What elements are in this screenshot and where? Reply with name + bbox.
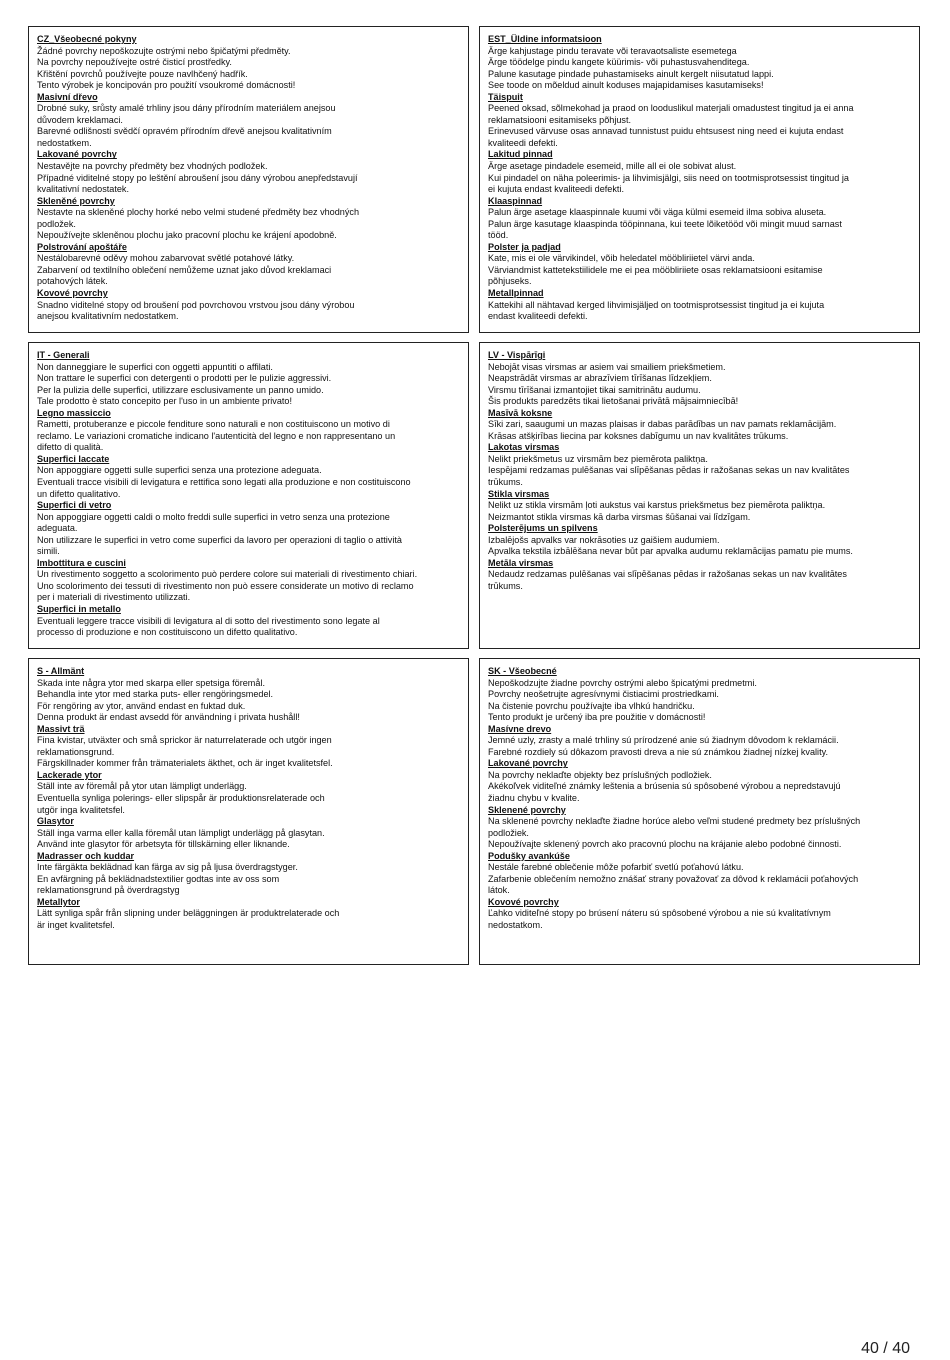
text-line: reklamationsgrund.	[37, 746, 115, 757]
text-line: Uno scolorimento dei tessuti di rivestimento non può essere considerate un motivo di reclamo	[37, 580, 414, 591]
section-heading: Massivt trä	[37, 723, 85, 734]
text-line: Ställ inga varma eller kalla föremål utan lämpligt underlägg på glasytan.	[37, 827, 325, 838]
section-heading: Superfici in metallo	[37, 604, 121, 615]
text-line: reklamatsiooni esitamiseks põhjust.	[488, 114, 632, 125]
section-heading: Metāla virsmas	[488, 557, 554, 568]
text-line: Nestále farebné oblečenie môže pofarbiť svetlú poťahovú látku.	[488, 862, 744, 873]
text-line: Šis produkts paredzēts tikai lietošanai privātā mājsaimniecībā!	[488, 396, 739, 407]
text-line: tööd.	[488, 230, 509, 241]
text-line: Eventuali tracce visibili di levigatura e rettifica sono legati alla produzione e non costituiscono	[37, 477, 411, 488]
section-heading: Superfici laccate	[37, 453, 110, 464]
text-line: Nedaudz redzamas pulēšanas vai slīpēšanas pēdas ir ražošanas sekas un nav kvalitātes	[488, 569, 847, 580]
text-line: Non appoggiare oggetti caldi o molto freddi sulle superfici in vetro senza una protezione	[37, 511, 390, 522]
section-heading: Superfici di vetro	[37, 500, 112, 511]
text-line: trūkums.	[488, 580, 523, 591]
text-line: See toode on mõeldud ainult koduses majapidamises kasutamiseks!	[488, 80, 764, 91]
text-line: Eventuella synliga polerings- eller slipspår är produktionsrelaterade och	[37, 793, 325, 804]
section-title: SK - Všeobecné	[488, 666, 557, 676]
text-line: Kattekihi all nähtavad kerged lihvimisjäljed on tootmisprotsessist tingitud ja ei kujuta	[488, 299, 825, 310]
text-line: Akékoľvek viditeľné známky leštenia a brúsenia sú spôsobené výrobou a nepredstavujú	[488, 781, 841, 792]
text-line: reklamationsgrund på överdragstyg	[37, 885, 180, 896]
text-line: Lätt synliga spår från slipning under beläggningen är produktrelaterade och	[37, 908, 340, 919]
section-sk-general	[479, 658, 920, 965]
section-heading: Skleněné povrchy	[37, 195, 115, 206]
section-heading: Masivní dřevo	[37, 91, 98, 102]
section-heading: Metallpinnad	[488, 288, 544, 299]
section-heading: Lakované povrchy	[488, 758, 568, 769]
text-line: Tento výrobek je koncipován pro použití vsoukromé domácnosti!	[37, 80, 296, 91]
text-line: anejsou kvalitativním nedostatkem.	[37, 311, 179, 322]
text-line: nedostatkem.	[37, 137, 92, 148]
text-line: Non utilizzare le superfici in vetro come superfici da lavoro per operazioni di taglio o attività	[37, 534, 402, 545]
text-line: látok.	[488, 885, 510, 896]
text-line: Ärge kahjustage pindu teravate või teravaotsaliste esemetega	[488, 45, 737, 56]
section-heading: Lackerade ytor	[37, 769, 102, 780]
text-line: Jemné uzly, zrasty a malé trhliny sú prírodzené anie sú žiadnym dôvodom k reklamácii.	[488, 735, 839, 746]
text-line: Värviandmist kattetekstiilidele me ei pea mööbliriiete osas reklamatsiooni esitamise	[488, 264, 823, 275]
text-line: Inte färgäkta beklädnad kan färga av sig på ljusa överdragstyger.	[37, 862, 298, 873]
section-heading: Polstrování apoštáře	[37, 241, 127, 252]
text-line: důvodem kreklamaci.	[37, 114, 123, 125]
text-line: adeguata.	[37, 523, 78, 534]
text-line: Žádné povrchy nepoškozujte ostrými nebo špičatými předměty.	[37, 45, 291, 56]
text-line: Krāsas atšķirības liecina par koksnes dabīgumu un nav kvalitātes trūkums.	[488, 430, 789, 441]
text-line: Eventuali leggere tracce visibili di levigatura al di sotto del rivestimento sono legate al	[37, 615, 380, 626]
text-line: Använd inte glasytor för arbetsyta för tillskärning eller liknande.	[37, 839, 290, 850]
text-line: Nestálobarevné oděvy mohou zabarvovat světlé potahové látky.	[37, 253, 295, 264]
text-line: Ärge töödelge pindu kangete küürimis- või puhastusvahenditega.	[488, 57, 750, 68]
text-line: Sīki zari, saaugumi un mazas plaisas ir dabas parādības un nav pamats reklamācijām.	[488, 419, 837, 430]
section-title: IT - Generali	[37, 350, 90, 360]
text-line: Na čistenie povrchu používajte iba vlhkú handričku.	[488, 700, 695, 711]
section-heading: Polsterējums un spilvens	[488, 523, 598, 534]
section-lv-general	[479, 342, 920, 649]
section-title: S - Allmänt	[37, 666, 85, 676]
section-heading: Lakované povrchy	[37, 149, 117, 160]
section-heading: Legno massiccio	[37, 407, 111, 418]
section-est-general-information	[479, 26, 920, 333]
text-line: põhjuseks.	[488, 276, 532, 287]
text-line: Na sklenené povrchy neklaďte žiadne horúce alebo veľmi studené predmety bez príslušných	[488, 816, 861, 827]
section-it-general	[28, 342, 469, 649]
text-line: Barevné odlišnosti svědčí opravém přírodním dřevě anejsou kvalitativním	[37, 126, 332, 137]
text-line: Peened oksad, sõlmekohad ja praod on looduslikul materjali omadustest tingitud ja ei anna	[488, 103, 854, 114]
text-line: Nepoškodzujte žiadne povrchy ostrými alebo špicatými predmetmi.	[488, 677, 757, 688]
text-line: Nestavte na skleněné plochy horké nebo velmi studené předměty bez vhodných	[37, 207, 360, 218]
text-line: Per la pulizia delle superfici, utilizzare esclusivamente un panno umido.	[37, 384, 324, 395]
text-line: Un rivestimento soggetto a scolorimento può perdere colore sui materiali di rivestimento chiari.	[37, 569, 418, 580]
text-line: utgör inga kvalitetsfel.	[37, 804, 125, 815]
text-line: Ľahko viditeľné stopy po brúsení náteru sú spôsobené výrobou a nie sú kvalitatívnym	[488, 908, 831, 919]
text-line: Apvalka tekstila izbālēšana nevar būt par apvalka audumu reklamācijas pamatu pie mums.	[488, 546, 853, 557]
text-line: ei kujuta endast kvaliteedi defekti.	[488, 184, 624, 195]
text-line: Non trattare le superfici con detergenti o prodotti per le pulizie aggressivi.	[37, 373, 332, 384]
text-line: reclamo. Le variazioni cromatiche indicano l'autenticità del legno e non rappresentano un	[37, 430, 396, 441]
text-line: Ärge asetage pindadele esemeid, mille all ei ole sobivat alust.	[488, 161, 737, 172]
text-line: Palune kasutage pindade puhastamiseks ainult kergelt niisutatud lappi.	[488, 68, 774, 79]
text-line: Färgskillnader kommer från trämaterialets äkthet, och är inget kvalitetsfel.	[37, 758, 333, 769]
text-line: Nestavějte na povrchy předměty bez vhodných podložek.	[37, 161, 268, 172]
text-line: Nepoužívajte sklenený povrch ako pracovnú plochu na krájanie alebo podobné činnosti.	[488, 839, 842, 850]
text-line: Fina kvistar, utväxter och små sprickor är naturrelaterade och utgör ingen	[37, 735, 332, 746]
text-line: difetto di qualità.	[37, 442, 104, 453]
text-line: Zafarbenie oblečením nemožno znášať strany považovať za dôvod k reklamácii poťahových	[488, 873, 859, 884]
text-line: Non appoggiare oggetti sulle superfici senza una protezione adeguata.	[37, 465, 322, 476]
text-line: Rametti, protuberanze e piccole fenditure sono naturali e non costituiscono un motivo di	[37, 419, 390, 430]
text-line: Neizmantot stikla virsmas kā darba virsmas šūšanai vai līdzīgam.	[488, 511, 751, 522]
text-line: Na povrchy nepoužívejte ostré čisticí prostředky.	[37, 57, 232, 68]
text-line: Erinevused värvuse osas annavad tunnistust puidu ehtsusest ning need ei kujuta endast	[488, 126, 844, 137]
section-heading: Metallytor	[37, 896, 80, 907]
text-line: per i materiali di rivestimento utilizzati.	[37, 592, 191, 603]
section-heading: Kovové povrchy	[488, 896, 559, 907]
text-line: Tento produkt je určený iba pre použitie v domácnosti!	[488, 712, 706, 723]
section-heading: Stikla virsmas	[488, 488, 550, 499]
section-heading: Kovové povrchy	[37, 288, 108, 299]
text-line: Izbalējošs apvalks var nokrāsoties uz gaišiem audumiem.	[488, 534, 720, 545]
text-line: Palun ärge kasutage klaaspinda tööpinnana, kui teete lõiketööd või mingit muud sarnast	[488, 218, 842, 229]
section-heading: Polster ja padjad	[488, 241, 561, 252]
text-line: Na povrchy neklaďte objekty bez príslušných podložiek.	[488, 769, 712, 780]
section-heading: Klaaspinnad	[488, 195, 543, 206]
text-line: Zabarvení od textilního oblečení nemůžeme uznat jako důvod kreklamaci	[37, 264, 332, 275]
text-line: trūkums.	[488, 477, 523, 488]
text-line: Případné viditelné stopy po leštění abroušení jsou dány výrobou anepředstavují	[37, 172, 358, 183]
section-title: LV - Vispārīgi	[488, 350, 546, 360]
text-line: En avfärgning på beklädnadstextilier godtas inte av oss som	[37, 873, 280, 884]
section-heading: Masīvā koksne	[488, 407, 553, 418]
section-heading: Glasytor	[37, 816, 74, 827]
section-title: CZ_Všeobecné pokyny	[37, 34, 137, 44]
section-cz-general-instructions	[28, 26, 469, 333]
text-line: För rengöring av ytor, använd endast en fuktad duk.	[37, 700, 246, 711]
text-line: Kate, mis ei ole värvikindel, võib heledatel mööbliriietel värvi anda.	[488, 253, 755, 264]
text-line: Nebojāt visas virsmas ar asiem vai smailiem priekšmetiem.	[488, 361, 726, 372]
text-line: nedostatkom.	[488, 920, 543, 931]
section-heading: Sklenené povrchy	[488, 804, 566, 815]
text-line: Palun ärge asetage klaaspinnale kuumi või väga külmi esemeid ilma sobiva aluseta.	[488, 207, 827, 218]
text-line: simili.	[37, 546, 60, 557]
text-line: Denna produkt är endast avsedd för användning i privata hushåll!	[37, 712, 300, 723]
text-line: kvaliteedi defekti.	[488, 137, 558, 148]
section-title: EST_Üldine informatsioon	[488, 34, 602, 44]
section-s-general	[28, 658, 469, 965]
section-heading: Podušky avankúše	[488, 850, 570, 861]
text-line: Povrchy neošetrujte agresívnymi čistiacimi prostriedkami.	[488, 689, 719, 700]
text-line: Virsmu tīrīšanai izmantojiet tikai samitrinātu audumu.	[488, 384, 701, 395]
text-line: Kui pindadel on näha poleerimis- ja lihvimisjälgi, siis need on tootmisprotsessist tingitud ja	[488, 172, 849, 183]
text-line: processo di produzione e non costituiscono un difetto qualitativo.	[37, 627, 298, 638]
text-line: Nelikt priekšmetus uz virsmām bez piemērota paliktņa.	[488, 453, 708, 464]
text-line: kvalitativní nedostatek.	[37, 184, 129, 195]
text-line: Farebné rozdiely sú dôkazom pravosti dreva a nie sú známkou žiadnej nízkej kvality.	[488, 746, 829, 757]
section-heading: Imbottitura e cuscini	[37, 557, 126, 568]
section-heading: Täispuit	[488, 91, 523, 102]
text-line: Ställ inte av föremål på ytor utan lämpligt underlägg.	[37, 781, 247, 792]
text-line: Iespējami redzamas pulēšanas vai slīpēšanas pēdas ir ražošanas sekas un nav kvalitātes	[488, 465, 850, 476]
text-line: Behandla inte ytor med starka puts- eller rengöringsmedel.	[37, 689, 274, 700]
text-line: žiadnu chybu v kvalite.	[488, 793, 580, 804]
section-heading: Lakitud pinnad	[488, 149, 553, 160]
text-line: Non danneggiare le superfici con oggetti appuntiti o affilati.	[37, 361, 273, 372]
text-line: Drobné suky, srůsty amalé trhliny jsou dány přírodním materiálem anejsou	[37, 103, 336, 114]
text-line: podložiek.	[488, 827, 529, 838]
text-line: un difetto qualitativo.	[37, 488, 121, 499]
text-line: Tale prodotto è stato concepito per l'uso in un ambiente privato!	[37, 396, 293, 407]
text-line: Nepoužívejte skleněnou plochu jako pracovní plochu ke krájení apodobně.	[37, 230, 337, 241]
text-line: potahových látek.	[37, 276, 108, 287]
text-line: Skada inte några ytor med skarpa eller spetsiga föremål.	[37, 677, 265, 688]
text-line: Snadno viditelné stopy od broušení pod povrchovou vrstvou jsou dány výrobou	[37, 299, 355, 310]
section-heading: Lakotas virsmas	[488, 442, 560, 453]
text-line: endast kvaliteedi defekti.	[488, 311, 588, 322]
section-heading: Madrasser och kuddar	[37, 850, 135, 861]
page-number: 40 / 40	[861, 1340, 910, 1357]
section-heading: Masívne drevo	[488, 723, 552, 734]
text-line: Neapstrādāt virsmas ar abrazīviem tīrīšanas līdzekļiem.	[488, 373, 712, 384]
text-line: Nelikt uz stikla virsmām ļoti aukstus vai karstus priekšmetus bez piemērota paliktņa.	[488, 500, 826, 511]
text-line: är inget kvalitetsfel.	[37, 920, 115, 931]
text-line: Křištění povrchů používejte pouze navlhčený hadřík.	[37, 68, 248, 79]
text-line: podložek.	[37, 218, 76, 229]
